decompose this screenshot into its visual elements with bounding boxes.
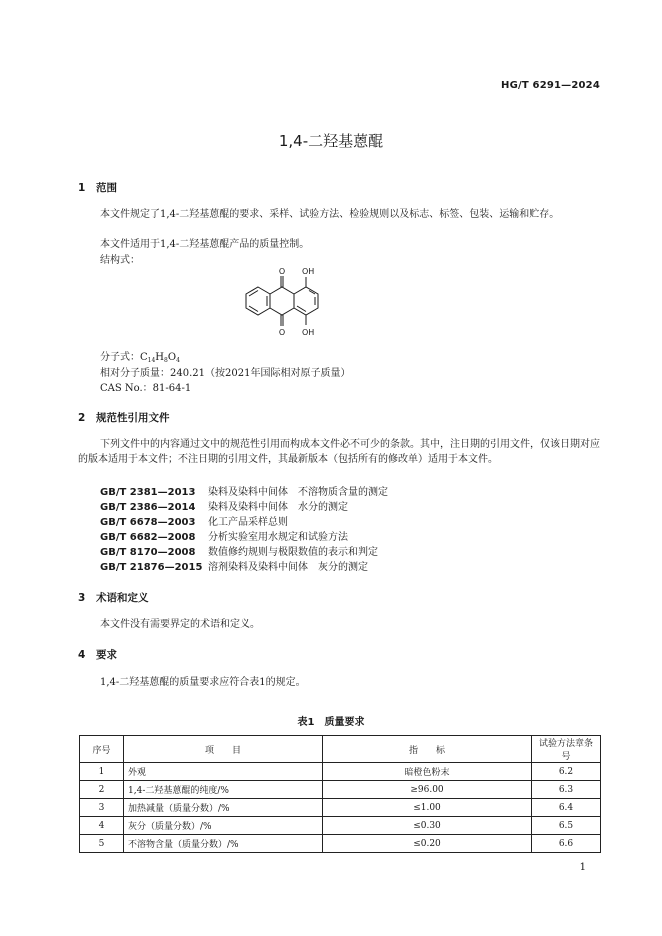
section-number: 1 bbox=[78, 182, 86, 194]
section-2-heading bbox=[78, 410, 170, 425]
section-1-paragraph-2: 本文件适用于1,4-二羟基蒽醌产品的质量控制。 bbox=[100, 239, 310, 250]
quality-requirements-table bbox=[79, 735, 601, 853]
formula-c: C bbox=[140, 352, 148, 363]
reference-item bbox=[100, 500, 348, 515]
reference-name: 化工产品采样总则 bbox=[208, 517, 288, 528]
cell-test-method: 6.4 bbox=[532, 799, 601, 817]
header-test-method: 试验方法章条号 bbox=[532, 736, 601, 763]
section-4-heading bbox=[78, 647, 117, 662]
header-specification: 指 标 bbox=[323, 736, 532, 763]
cell-specification: ≤1.00 bbox=[323, 799, 532, 817]
reference-code: GB/T 21876—2015 bbox=[100, 562, 203, 573]
cell-test-method: 6.6 bbox=[532, 835, 601, 853]
reference-item bbox=[100, 560, 368, 575]
reference-item bbox=[100, 485, 388, 500]
reference-code: GB/T 2386—2014 bbox=[100, 502, 196, 513]
cell-item: 外观 bbox=[124, 763, 323, 781]
cell-index: 5 bbox=[80, 835, 124, 853]
cell-index: 4 bbox=[80, 817, 124, 835]
cell-specification: ≥96.00 bbox=[323, 781, 532, 799]
section-3-paragraph: 本文件没有需要界定的术语和定义。 bbox=[100, 619, 260, 630]
cell-item: 灰分（质量分数）/% bbox=[124, 817, 323, 835]
reference-item bbox=[100, 530, 348, 545]
section-1-paragraph-1: 本文件规定了1,4-二羟基蒽醌的要求、采样、试验方法、检验规则以及标志、标签、包装、运输和贮存。 bbox=[100, 209, 560, 220]
cas-number: CAS No.：81-64-1 bbox=[100, 383, 192, 394]
table-row bbox=[80, 763, 601, 781]
section-number: 4 bbox=[78, 649, 86, 661]
reference-item bbox=[100, 515, 288, 530]
formula-h: H bbox=[155, 352, 165, 363]
cell-index: 3 bbox=[80, 799, 124, 817]
formula-h-count: 8 bbox=[164, 357, 168, 364]
cell-index: 2 bbox=[80, 781, 124, 799]
hydroxyl-bottom-label: OH bbox=[302, 328, 315, 337]
section-title: 要求 bbox=[96, 649, 117, 661]
table-header-row bbox=[80, 736, 601, 763]
section-2-paragraph: 下列文件中的内容通过文中的规范性引用而构成本文件必不可少的条款。其中，注日期的引用文件，仅该日期对应的版本适用于本文件；不注日期的引用文件，其最新版本（包括所有的修改单）适用于本文件。 bbox=[78, 439, 600, 465]
header-item: 项 目 bbox=[124, 736, 323, 763]
section-4-paragraph: 1,4-二羟基蒽醌的质量要求应符合表1的规定。 bbox=[100, 677, 306, 688]
formula-c-count: 14 bbox=[147, 357, 156, 364]
cell-test-method: 6.3 bbox=[532, 781, 601, 799]
section-1-heading bbox=[78, 180, 117, 195]
reference-name: 溶剂染料及染料中间体 灰分的测定 bbox=[208, 562, 368, 573]
header-index: 序号 bbox=[80, 736, 124, 763]
structure-label: 结构式： bbox=[100, 255, 140, 266]
reference-code: GB/T 2381—2013 bbox=[100, 487, 196, 498]
oxygen-top-label: O bbox=[278, 267, 286, 276]
document-code: HG/T 6291—2024 bbox=[501, 80, 600, 91]
table-row bbox=[80, 781, 601, 799]
reference-code: GB/T 6678—2003 bbox=[100, 517, 196, 528]
formula-o: O bbox=[167, 352, 177, 363]
table-row bbox=[80, 817, 601, 835]
reference-name: 数值修约规则与极限数值的表示和判定 bbox=[208, 547, 378, 558]
formula-label: 分子式： bbox=[100, 352, 140, 363]
cell-index: 1 bbox=[80, 763, 124, 781]
reference-name: 染料及染料中间体 不溶物质含量的测定 bbox=[208, 487, 388, 498]
cell-item: 不溶物含量（质量分数）/% bbox=[124, 835, 323, 853]
document-title: 1,4-二羟基蒽醌 bbox=[278, 132, 384, 150]
section-title: 术语和定义 bbox=[96, 592, 149, 604]
oxygen-bottom-label: O bbox=[278, 328, 286, 337]
cell-specification: ≤0.30 bbox=[323, 817, 532, 835]
section-3-heading bbox=[78, 590, 149, 605]
cell-item: 加热减量（质量分数）/% bbox=[124, 799, 323, 817]
molecular-mass: 相对分子质量：240.21（按2021年国际相对原子质量） bbox=[100, 368, 351, 379]
cell-item: 1,4-二羟基蒽醌的纯度/% bbox=[124, 781, 323, 799]
cell-specification: ≤0.20 bbox=[323, 835, 532, 853]
structural-formula bbox=[230, 263, 340, 341]
reference-code: GB/T 8170—2008 bbox=[100, 547, 196, 558]
reference-name: 分析实验室用水规定和试验方法 bbox=[208, 532, 348, 543]
cell-test-method: 6.2 bbox=[532, 763, 601, 781]
reference-code: GB/T 6682—2008 bbox=[100, 532, 196, 543]
formula-o-count: 4 bbox=[176, 357, 180, 364]
cell-specification: 暗橙色粉末 bbox=[323, 763, 532, 781]
section-number: 2 bbox=[78, 412, 86, 424]
hydroxyl-top-label: OH bbox=[302, 267, 315, 276]
section-title: 规范性引用文件 bbox=[96, 412, 170, 424]
cell-test-method: 6.5 bbox=[532, 817, 601, 835]
section-number: 3 bbox=[78, 592, 86, 604]
table-caption: 表1 质量要求 bbox=[297, 717, 365, 728]
table-row bbox=[80, 799, 601, 817]
reference-item bbox=[100, 545, 378, 560]
anthraquinone-rings bbox=[246, 276, 318, 326]
reference-name: 染料及染料中间体 水分的测定 bbox=[208, 502, 348, 513]
section-title: 范围 bbox=[96, 182, 117, 194]
table-row bbox=[80, 835, 601, 853]
page-number: 1 bbox=[579, 862, 586, 873]
